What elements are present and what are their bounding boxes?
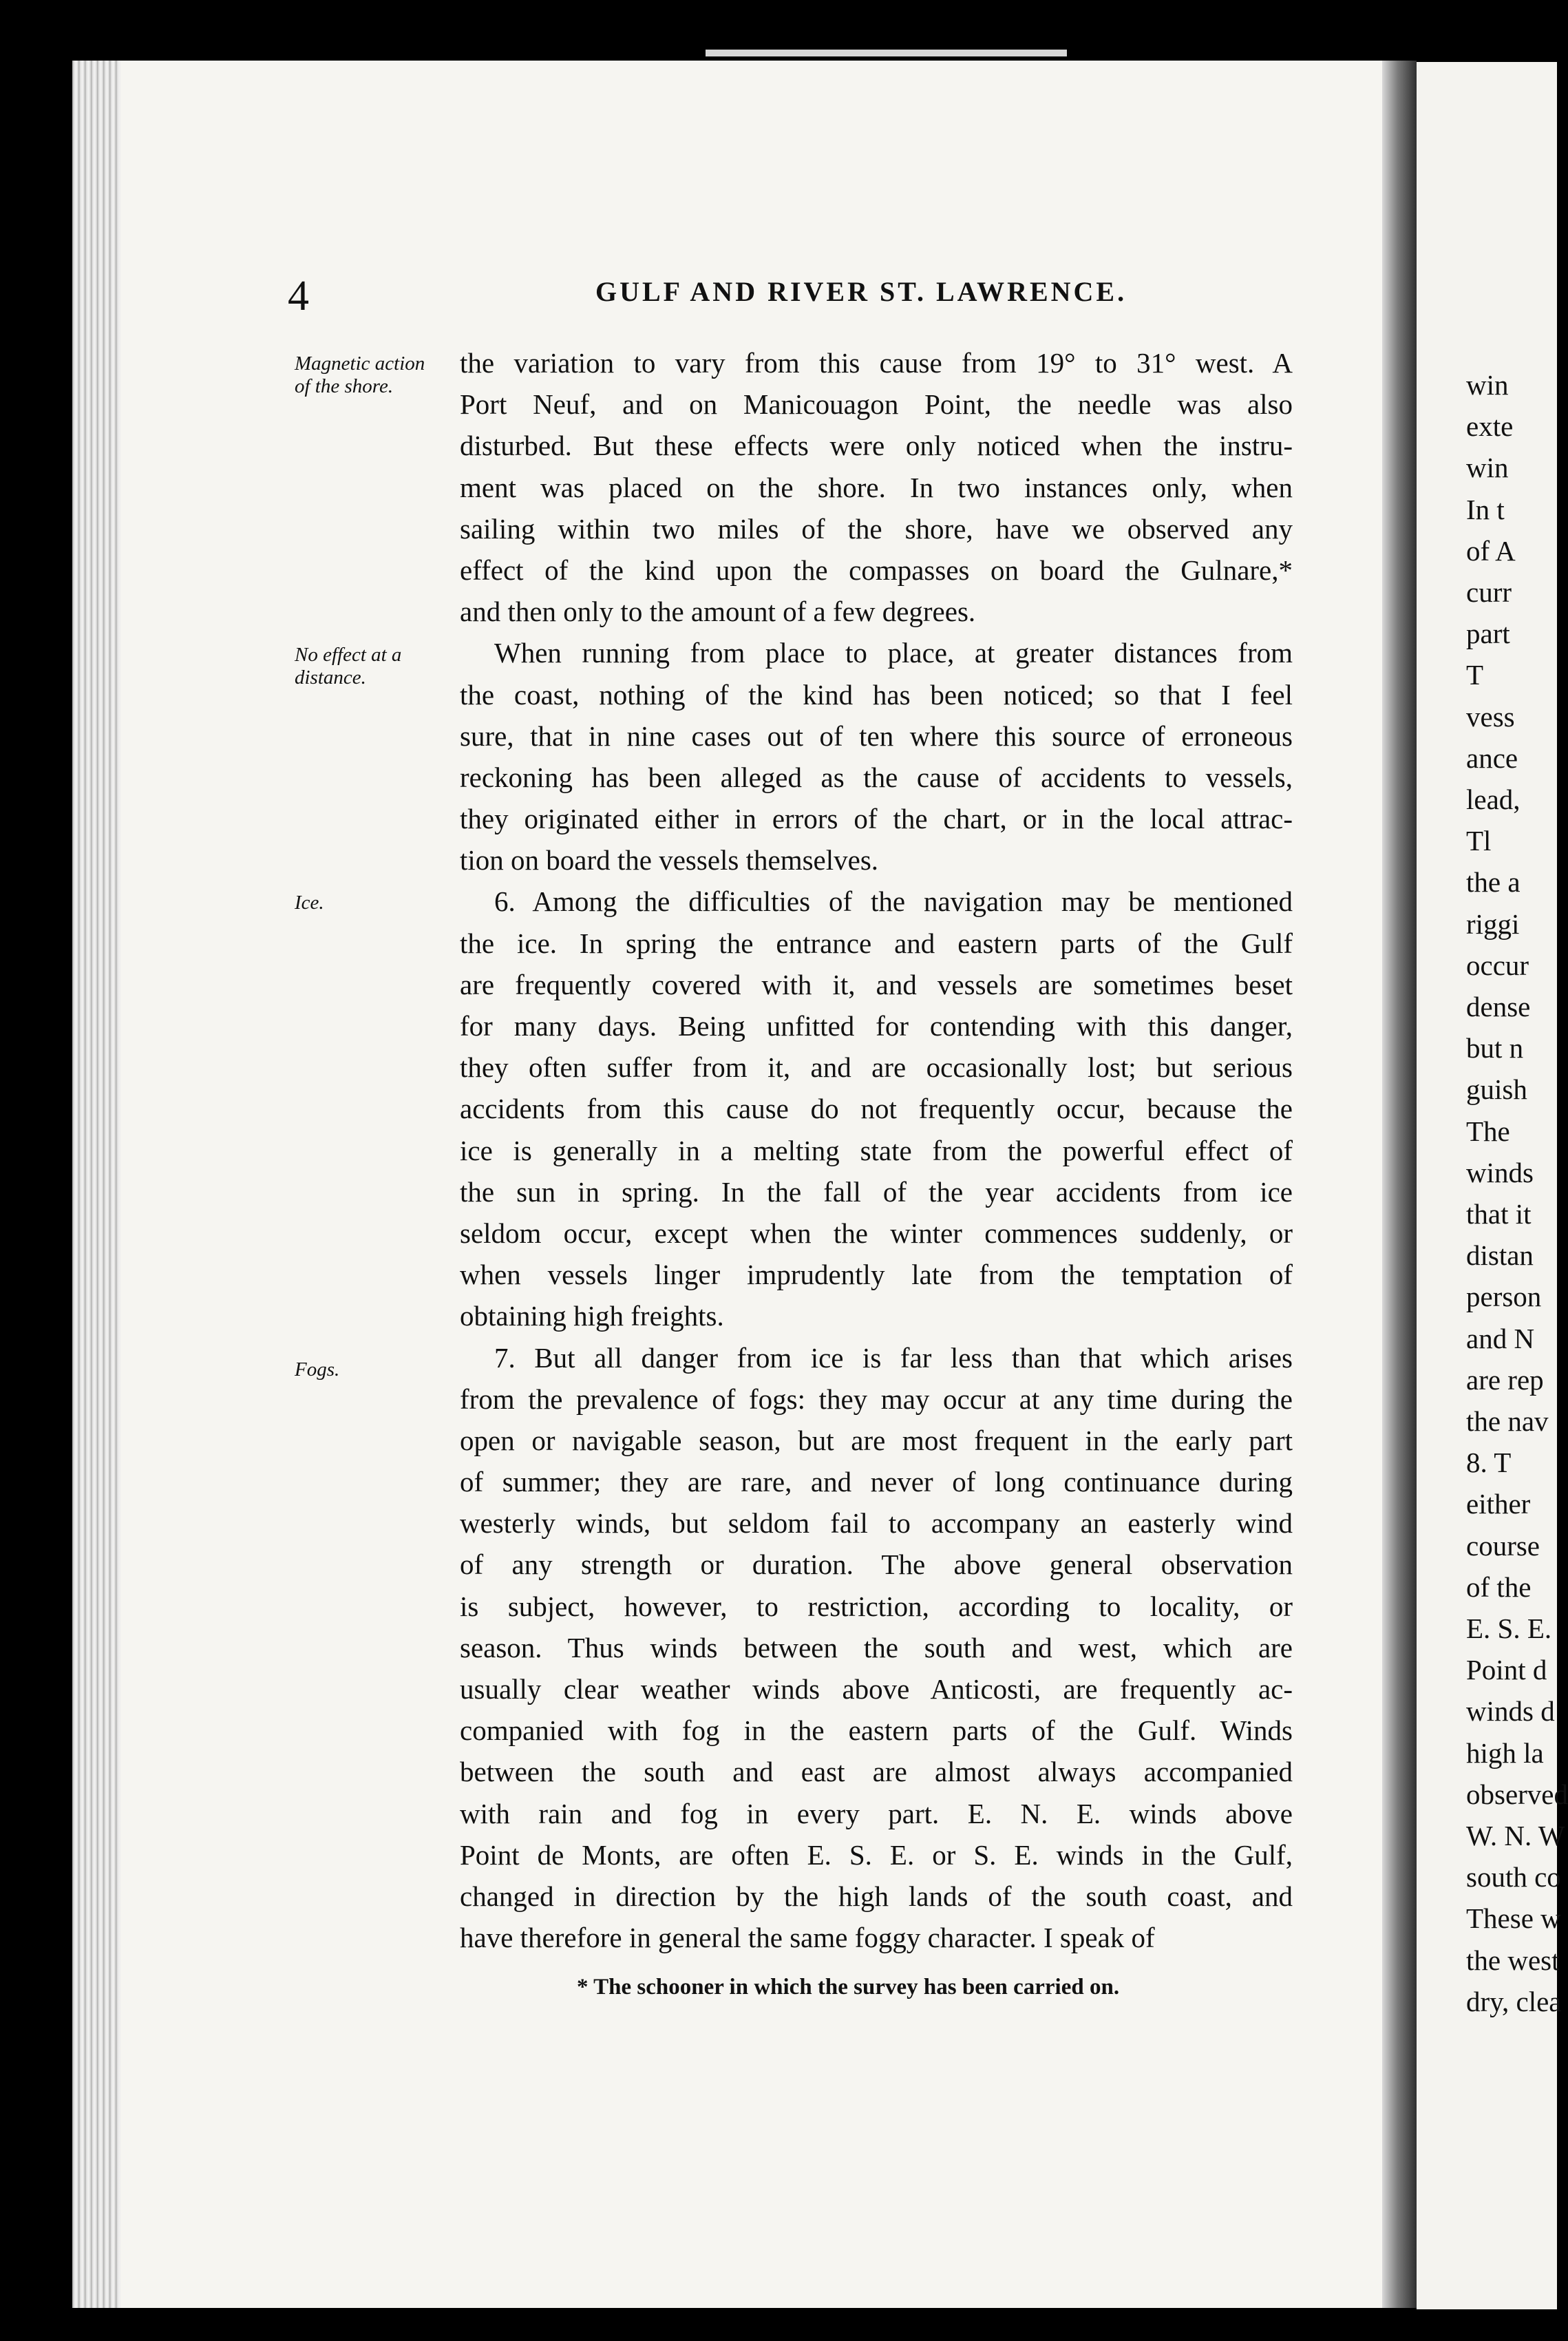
body-line: companied with fog in the eastern parts of the Gulf. Winds bbox=[460, 1714, 1293, 1747]
right-page-line-fragment: part bbox=[1466, 618, 1510, 650]
body-line: they often suffer from it, and are occasionally lost; but serious bbox=[460, 1051, 1293, 1084]
body-line: sailing within two miles of the shore, have we observed any bbox=[460, 512, 1293, 545]
body-line: Port Neuf, and on Manicouagon Point, the needle was also bbox=[460, 388, 1293, 421]
body-text bbox=[460, 342, 1293, 1958]
body-line: the coast, nothing of the kind has been noticed; so that I feel bbox=[460, 678, 1293, 711]
right-page-line-fragment: curr bbox=[1466, 576, 1512, 608]
body-line: tion on board the vessels themselves. bbox=[460, 844, 879, 876]
body-line: disturbed. But these effects were only noticed when the instru- bbox=[460, 430, 1293, 462]
right-page-line-fragment: of the bbox=[1466, 1571, 1532, 1603]
body-line: accidents from this cause do not frequently occur, because the bbox=[460, 1093, 1293, 1125]
right-page-line-fragment: In t bbox=[1466, 493, 1505, 525]
right-page-line-fragment: T bbox=[1466, 659, 1484, 691]
body-line: When running from place to place, at greater distances from bbox=[494, 637, 1293, 669]
body-line: sure, that in nine cases out of ten where this source of erroneous bbox=[460, 720, 1293, 752]
body-line: the variation to vary from this cause from 19° to 31° west. A bbox=[460, 347, 1293, 379]
right-page-line-fragment: and N bbox=[1466, 1322, 1535, 1354]
body-line: when vessels linger imprudently late from the temptation of bbox=[460, 1259, 1293, 1291]
body-line: from the prevalence of fogs: they may occur at any time during the bbox=[460, 1383, 1293, 1415]
right-page-line-fragment: 8. T bbox=[1466, 1447, 1512, 1479]
body-line: for many days. Being unfitted for contending with this danger, bbox=[460, 1010, 1293, 1042]
body-line: usually clear weather winds above Anticosti, are frequently ac- bbox=[460, 1673, 1293, 1705]
body-line: 6. Among the difficulties of the navigation may be mentioned bbox=[494, 885, 1293, 918]
body-line: with rain and fog in every part. E. N. E. winds above bbox=[460, 1797, 1293, 1829]
body-line: between the south and east are almost always accompanied bbox=[460, 1756, 1293, 1788]
body-line: the sun in spring. In the fall of the year accidents from ice bbox=[460, 1175, 1293, 1208]
body-line: 7. But all danger from ice is far less than that which arises bbox=[494, 1341, 1293, 1374]
sidenote-magnetic-action: Magnetic action of the shore. bbox=[295, 353, 425, 397]
body-line: they originated either in errors of the chart, or in the local attrac- bbox=[460, 803, 1293, 835]
right-page-line-fragment: exte bbox=[1466, 410, 1514, 443]
right-page-line-fragment: of A bbox=[1466, 534, 1516, 567]
right-page-line-fragment: high la bbox=[1466, 1736, 1544, 1769]
running-head: GULF AND RIVER ST. LAWRENCE. bbox=[595, 276, 1127, 307]
right-page-line-fragment: dense bbox=[1466, 991, 1531, 1022]
right-page-line-fragment: the west bbox=[1466, 1944, 1560, 1976]
right-page-line-fragment: guish bbox=[1466, 1073, 1527, 1106]
right-page-line-fragment: occur bbox=[1466, 949, 1529, 981]
right-page-line-fragment: south co bbox=[1466, 1861, 1561, 1893]
page-number: 4 bbox=[288, 273, 309, 319]
body-line: the ice. In spring the entrance and eastern parts of the Gulf bbox=[460, 927, 1293, 959]
right-page-line-fragment: W. N. W bbox=[1466, 1820, 1565, 1851]
body-line: effect of the kind upon the compasses on board the Gulnare,* bbox=[460, 554, 1293, 586]
body-line: of any strength or duration. The above general observation bbox=[460, 1549, 1293, 1581]
right-page-line-fragment: riggi bbox=[1466, 907, 1520, 940]
body-line: have therefore in general the same foggy character. I speak of bbox=[460, 1922, 1155, 1954]
right-page-line-fragment: winds bbox=[1466, 1156, 1534, 1188]
body-line: ice is generally in a melting state from the powerful effect of bbox=[460, 1134, 1293, 1166]
right-page bbox=[1417, 62, 1568, 2309]
right-page-line-fragment: win bbox=[1466, 452, 1509, 484]
right-page-line-fragment: ance bbox=[1466, 742, 1518, 774]
right-page-line-fragment: either bbox=[1466, 1488, 1531, 1520]
body-line: of summer; they are rare, and never of long continuance during bbox=[460, 1466, 1293, 1498]
right-page-line-fragment: dry, clea bbox=[1466, 1985, 1562, 2017]
body-line: ment was placed on the shore. In two instances only, when bbox=[460, 471, 1293, 503]
right-page-line-fragment: but n bbox=[1466, 1032, 1524, 1064]
right-page-line-fragment: These w bbox=[1466, 1902, 1561, 1935]
right-page-line-fragment: lead, bbox=[1466, 784, 1521, 815]
right-page-line-fragment: observed bbox=[1466, 1778, 1568, 1810]
right-page-line-fragment: win bbox=[1466, 369, 1509, 401]
right-page-line-fragment: person bbox=[1466, 1281, 1542, 1313]
body-line: changed in direction by the high lands of the south coast, and bbox=[460, 1880, 1293, 1912]
right-page-line-fragment: are rep bbox=[1466, 1363, 1544, 1396]
sidenote-fogs: Fogs. bbox=[295, 1358, 340, 1381]
body-line: reckoning has been alleged as the cause of accidents to vessels, bbox=[460, 761, 1293, 793]
right-page-line-fragment: the a bbox=[1466, 866, 1521, 899]
body-line: season. Thus winds between the south and west, which are bbox=[460, 1631, 1293, 1663]
top-edge-rule bbox=[706, 50, 1067, 56]
right-page-line-fragment: Point d bbox=[1466, 1654, 1547, 1686]
body-line: and then only to the amount of a few degrees. bbox=[460, 596, 976, 628]
body-line: westerly winds, but seldom fail to accompany an easterly wind bbox=[460, 1507, 1293, 1540]
sidenote-no-effect: No effect at a distance. bbox=[295, 644, 402, 689]
body-line: is subject, however, to restriction, according to locality, or bbox=[460, 1590, 1293, 1622]
body-line: are frequently covered with it, and vessels are sometimes beset bbox=[460, 968, 1293, 1000]
footnote: * The schooner in which the survey has been carried on. bbox=[577, 1975, 1120, 1999]
right-page-line-fragment: course bbox=[1466, 1529, 1540, 1562]
body-line: Point de Monts, are often E. S. E. or S. E. winds in the Gulf, bbox=[460, 1838, 1293, 1871]
body-line: seldom occur, except when the winter commences suddenly, or bbox=[460, 1217, 1293, 1249]
right-page-line-fragment: Tl bbox=[1466, 825, 1492, 857]
right-page-line-fragment: vess bbox=[1466, 700, 1515, 733]
right-page-line-fragment: distan bbox=[1466, 1239, 1534, 1272]
body-line: open or navigable season, but are most frequent in the early part bbox=[460, 1424, 1293, 1456]
right-page-line-fragment: that it bbox=[1466, 1198, 1532, 1230]
book-gutter bbox=[1382, 61, 1417, 2308]
right-page-line-fragment: The bbox=[1466, 1115, 1510, 1147]
right-page-line-fragment: E. S. E. bbox=[1466, 1613, 1552, 1644]
right-page-line-fragment: winds d bbox=[1466, 1695, 1555, 1728]
sidenote-ice: Ice. bbox=[295, 892, 324, 914]
body-line: obtaining high freights. bbox=[460, 1300, 724, 1332]
right-page-line-fragment: the nav bbox=[1466, 1405, 1549, 1437]
